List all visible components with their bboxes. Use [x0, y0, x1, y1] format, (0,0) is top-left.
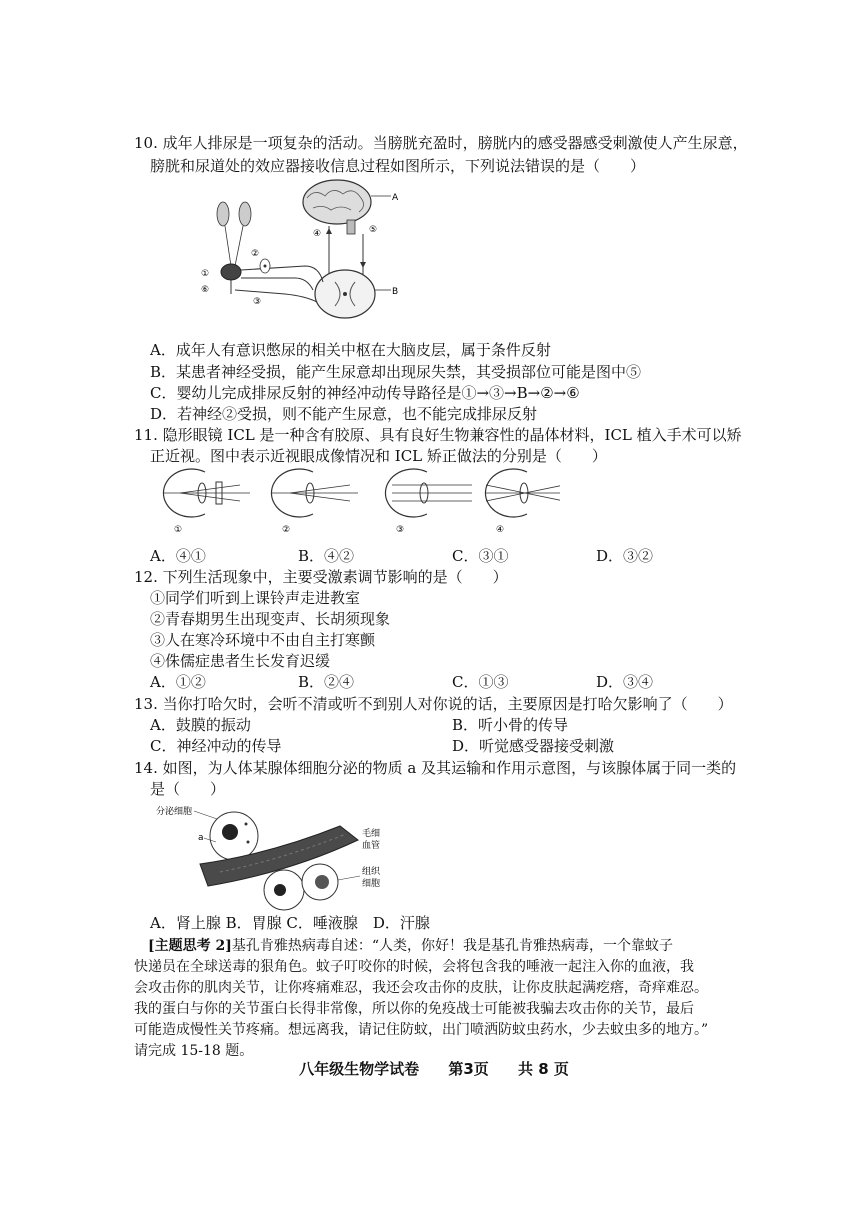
label-tissue-2: 细胞 — [362, 879, 381, 889]
q11-option-d: D．③② — [596, 547, 654, 565]
footer-subject: 八年级生物学试卷 — [299, 1060, 420, 1078]
q11-option-a: A．④① — [150, 547, 206, 565]
q13-option-a: A．鼓膜的振动 — [150, 716, 251, 734]
passage-tag: [主题思考 2] — [148, 938, 232, 954]
q12-item-3: ③人在寒冷环境中不由自主打寒颤 — [150, 631, 376, 649]
eye-diagram-2 — [271, 469, 358, 535]
label-1: ① — [201, 269, 210, 279]
label-4: ④ — [313, 229, 322, 239]
svg-text:③: ③ — [396, 525, 405, 535]
q12-stem: 12. 下列生活现象中，主要受激素调节影响的是（ ） — [134, 568, 508, 586]
label-6: ⑥ — [201, 285, 210, 295]
q12-option-a: A．①② — [150, 673, 206, 691]
label-secreting-cell: 分泌细胞 — [156, 807, 193, 817]
passage-line-5: 可能造成慢性关节疼痛。想远离我，请记住防蚊，出门喷洒防蚊虫药水，少去蚊虫多的地方。” — [134, 1022, 709, 1038]
q11-stem-line2: 正近视。图中表示近视眼成像情况和 ICL 矫正做法的分别是（ ） — [150, 447, 607, 465]
footer-total: 共 8 页 — [518, 1060, 569, 1078]
theme-passage — [134, 936, 748, 1062]
label-5: ⑤ — [369, 225, 378, 235]
q12-option-c: C．①③ — [452, 673, 509, 691]
q11-option-c: C．③① — [452, 547, 509, 565]
q12-item-2: ②青春期男生出现变声、长胡须现象 — [150, 610, 391, 628]
q10-option-d: D．若神经②受损，则不能产生尿意，也不能完成排尿反射 — [150, 405, 538, 423]
spinal-cord-icon — [315, 270, 375, 318]
svg-text:②: ② — [282, 525, 291, 535]
passage-line-2: 快递员在全球送毒的狠角色。蚊子叮咬你的时候，会将包含我的唾液一起注入你的血液，我 — [134, 959, 694, 975]
brain-icon — [303, 180, 371, 234]
svg-text:①: ① — [174, 525, 183, 535]
footer-page: 第3页 — [448, 1060, 489, 1078]
q14-options: A．肾上腺 B．胃腺 C．唾液腺 D．汗腺 — [150, 914, 430, 932]
q10-stem-line1: 10. 成年人排尿是一项复杂的活动。当膀胱充盈时，膀胱内的感受器感受刺激使人产生尿意， — [134, 134, 748, 152]
q10-option-a: A．成年人有意识憋尿的相关中枢在大脑皮层，属于条件反射 — [150, 341, 551, 359]
q14-gland-diagram — [150, 802, 410, 914]
label-a: a — [198, 833, 204, 843]
label-tissue-1: 组织 — [362, 867, 381, 877]
eye-diagram-4 — [485, 469, 560, 535]
secreting-cell-icon — [210, 812, 258, 860]
q13-stem: 13. 当你打哈欠时，会听不清或听不到别人对你说的话，主要原因是打哈欠影响了（ ） — [134, 695, 733, 713]
q12-option-b: B．②④ — [298, 673, 355, 691]
q10-stem-line2: 膀胱和尿道处的效应器接收信息过程如图所示，下列说法错误的是（ ） — [150, 157, 646, 175]
label-capillary-1: 毛细 — [362, 829, 381, 839]
label-3: ③ — [253, 297, 262, 307]
q11-option-b: B．④② — [298, 547, 355, 565]
q13-option-d: D．听觉感受器接受刺激 — [452, 737, 615, 755]
passage-line-4: 我的蛋白与你的关节蛋白长得非常像，所以你的免疫战士可能被我骗去攻击你的关节，最后 — [134, 1001, 694, 1017]
q12-item-1: ①同学们听到上课铃声走进教室 — [150, 589, 361, 607]
passage-line-1: [主题思考 2]基孔肯雅热病毒自述：“人类，你好！我是基孔肯雅热病毒，一个靠蚊子 — [148, 938, 674, 954]
page-footer — [0, 1058, 868, 1079]
passage-line-3: 会攻击你的肌肉关节，让你疼痛难忍，我还会攻击你的皮肤，让你皮肤起满疙瘩，奇痒难忍。 — [134, 980, 708, 996]
q11-eye-diagrams — [160, 468, 560, 538]
kidney-bladder-icon — [217, 202, 251, 294]
label-A: A — [392, 193, 399, 203]
q12-item-4: ④侏儒症患者生长发育迟缓 — [150, 652, 331, 670]
eye-diagram-1 — [163, 469, 250, 535]
q10-reflex-diagram — [195, 178, 430, 328]
label-2: ② — [251, 249, 260, 259]
q14-stem-line2: 是（ ） — [150, 780, 226, 798]
label-capillary-2: 血管 — [362, 841, 381, 851]
q14-stem-line1: 14. 如图，为人体某腺体细胞分泌的物质 a 及其运输和作用示意图，与该腺体属于同一类的 — [134, 759, 737, 777]
q13-option-c: C．神经冲动的传导 — [150, 737, 282, 755]
svg-text:④: ④ — [496, 525, 505, 535]
q13-option-b: B．听小骨的传导 — [452, 716, 569, 734]
label-B: B — [392, 287, 399, 297]
q10-option-c: C．婴幼儿完成排尿反射的神经冲动传导路径是①→③→B→②→⑥ — [150, 384, 580, 402]
eye-diagram-3 — [385, 469, 472, 535]
q10-option-b: B．某患者神经受损，能产生尿意却出现尿失禁，其受损部位可能是图中⑤ — [150, 363, 642, 381]
passage-line-6: 请完成 15-18 题。 — [134, 1043, 254, 1059]
q12-option-d: D．③④ — [596, 673, 654, 691]
q11-stem-line1: 11. 隐形眼镜 ICL 是一种含有胶原、具有良好生物兼容性的晶体材料，ICL 植入手术可以矫 — [134, 426, 742, 444]
